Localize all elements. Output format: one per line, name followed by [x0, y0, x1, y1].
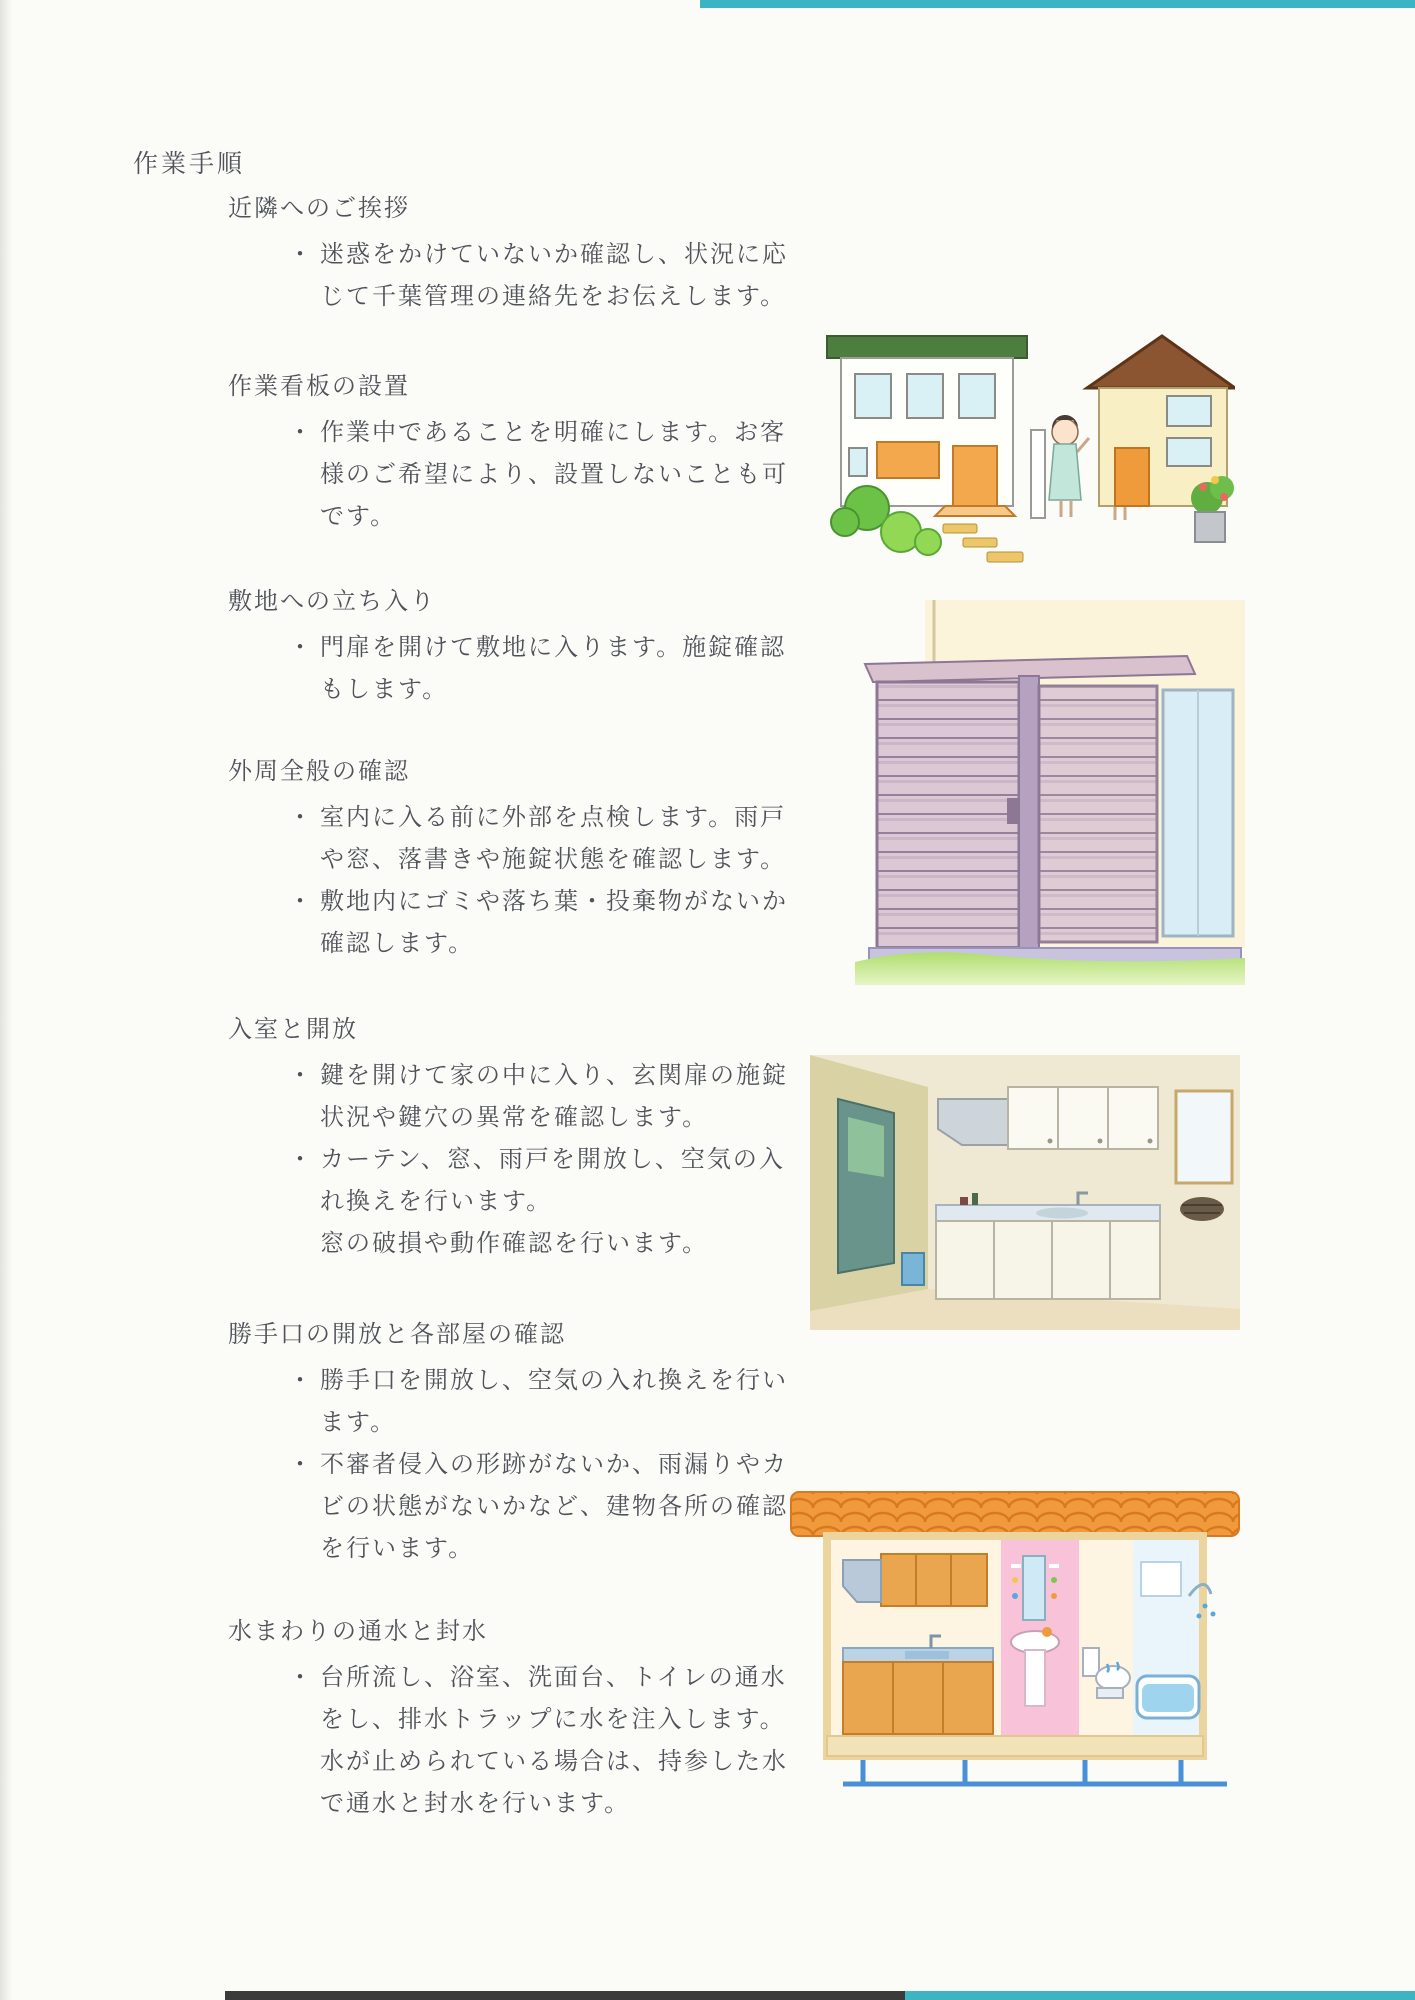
bullet-dot: ・	[288, 1367, 312, 1394]
bullet-dot: ・	[288, 1451, 312, 1478]
tiled-roof	[791, 1492, 1239, 1536]
text-line: 確認します。	[320, 930, 475, 957]
text-line: をし、排水トラップに水を注入します。	[320, 1706, 786, 1733]
section-backdoor-and-rooms	[228, 1314, 828, 1570]
illustration-storm-shutter	[855, 600, 1245, 985]
kitchen-interior-icon	[810, 1055, 1240, 1330]
illustration-neighbor-greeting	[815, 330, 1235, 575]
text-line: 敷地内にゴミや落ち葉・投棄物がないか	[320, 888, 788, 915]
signboard-icon	[1031, 430, 1045, 518]
text-line: です。	[320, 503, 397, 530]
storm-shutter-window-icon	[855, 600, 1245, 985]
text-line: 台所流し、浴室、洗面台、トイレの通水	[320, 1664, 787, 1691]
stepping-stones-icon	[943, 524, 1023, 562]
section-heading: 敷地への立ち入り	[228, 588, 436, 615]
flower-planter-icon	[1191, 476, 1234, 542]
section-enter-premises	[228, 581, 828, 711]
bullet-dot: ・	[288, 1664, 312, 1691]
section-heading: 外周全般の確認	[228, 758, 410, 785]
scan-artifact-bottom-dark-bar	[225, 1991, 905, 2000]
section-entry-and-opening	[228, 1009, 828, 1265]
text-line: 迷惑をかけていないか確認し、状況に応	[320, 241, 788, 268]
text-line: もします。	[320, 676, 449, 703]
text-line: じて千葉管理の連絡先をお伝えします。	[320, 283, 787, 310]
shutter-post	[1019, 676, 1039, 954]
window	[1176, 1091, 1232, 1183]
section-neighbor-greeting	[228, 188, 828, 318]
foundation-pipes	[843, 1760, 1227, 1784]
text-line: 不審者侵入の形跡がないか、雨漏りやカ	[320, 1451, 788, 1478]
house-cross-section-icon	[785, 1480, 1245, 1800]
section-heading: 作業看板の設置	[228, 373, 410, 400]
bullet-item	[228, 627, 828, 711]
bullet-dot: ・	[288, 634, 312, 661]
section-work-signboard	[228, 366, 828, 538]
section-water-flow-and-seal	[228, 1611, 828, 1825]
bullet-item	[228, 1139, 828, 1265]
text-line: 門扉を開けて敷地に入ります。施錠確認	[320, 634, 787, 661]
person-left-icon	[1049, 415, 1089, 517]
text-line: カーテン、窓、雨戸を開放し、空気の入	[320, 1146, 785, 1173]
section-heading: 水まわりの通水と封水	[228, 1618, 488, 1645]
door-window	[848, 1117, 884, 1177]
text-line: 状況や鍵穴の異常を確認します。	[320, 1104, 709, 1131]
lower-cabinets	[936, 1221, 1160, 1299]
shutter-right	[1039, 686, 1157, 942]
text-line: れ換えを行います。	[320, 1188, 553, 1215]
text-line: 作業中であることを明確にします。お客	[320, 419, 787, 446]
bullet-item	[228, 234, 828, 318]
section-heading: 近隣へのご挨拶	[228, 195, 410, 222]
bullet-dot: ・	[288, 1062, 312, 1089]
bullet-item	[228, 1360, 828, 1444]
text-line: を行います。	[320, 1535, 475, 1562]
text-line: 窓の破損や動作確認を行います。	[320, 1230, 709, 1257]
bullet-dot: ・	[288, 804, 312, 831]
upper-cabinets	[1008, 1087, 1158, 1149]
scan-artifact-top-teal-bar	[700, 0, 1415, 8]
text-line: 勝手口を開放し、空気の入れ換えを行い	[320, 1367, 788, 1394]
bullet-item	[228, 797, 828, 881]
bullet-item	[228, 1055, 828, 1139]
page-title: 作業手順	[133, 150, 246, 178]
text-line: 水が止められている場合は、持参した水	[320, 1748, 788, 1775]
washroom-section	[1001, 1540, 1079, 1752]
basket	[1180, 1197, 1224, 1221]
bullet-dot: ・	[288, 888, 312, 915]
text-line: ビの状態がないかなど、建物各所の確認	[320, 1493, 788, 1520]
bullet-dot: ・	[288, 241, 312, 268]
bullet-item	[228, 1657, 828, 1825]
bullet-dot: ・	[288, 1146, 312, 1173]
scan-edge-shadow	[0, 0, 12, 2000]
text-line: や窓、落書きや施錠状態を確認します。	[320, 846, 787, 873]
neighbor-greeting-houses-icon	[815, 330, 1235, 575]
shutter-handle	[1007, 798, 1019, 824]
text-line: 鍵を開けて家の中に入り、玄関扉の施錠	[320, 1062, 788, 1089]
floor	[827, 1736, 1203, 1756]
scan-artifact-bottom-teal-bar	[905, 1991, 1415, 2000]
bullet-dot: ・	[288, 419, 312, 446]
shutter-left	[877, 682, 1019, 948]
bullet-item	[228, 412, 828, 538]
trash-bin	[902, 1253, 924, 1285]
text-line: ます。	[320, 1409, 397, 1436]
bullet-item	[228, 1444, 828, 1570]
text-line: 室内に入る前に外部を点検します。雨戸	[320, 804, 787, 831]
text-line: 様のご希望により、設置しないことも可	[320, 461, 788, 488]
illustration-kitchen	[810, 1055, 1240, 1330]
section-heading: 勝手口の開放と各部屋の確認	[228, 1321, 566, 1348]
illustration-house-cross-section	[785, 1480, 1245, 1800]
section-exterior-check	[228, 751, 828, 965]
bullet-item	[228, 881, 828, 965]
section-heading: 入室と開放	[228, 1016, 358, 1043]
text-line: で通水と封水を行います。	[320, 1790, 631, 1817]
